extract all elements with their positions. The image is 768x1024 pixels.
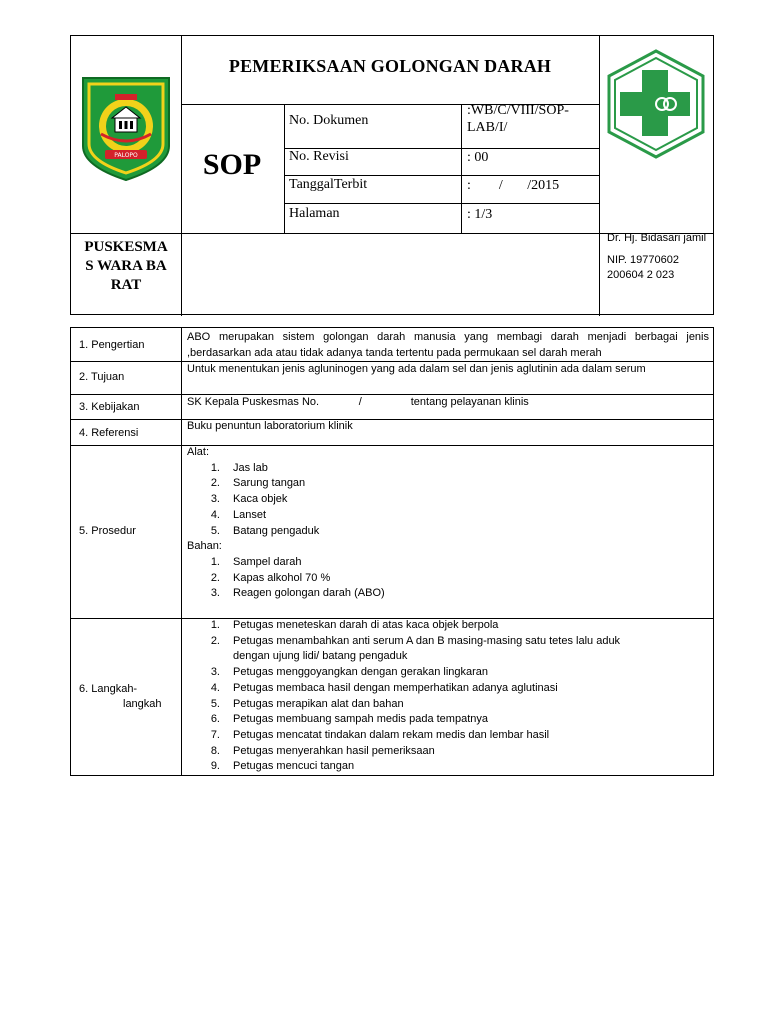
field-label-halaman: Halaman	[289, 206, 340, 221]
field-value-tanggal-terbit: : / /2015	[467, 178, 560, 193]
sop-header	[70, 35, 714, 315]
signatory-block	[607, 231, 713, 283]
list-item-continuation: dengan ujung lidi/ batang pengaduk	[233, 650, 408, 663]
list-item: 7. Petugas mencatat tindakan dalam rekam medis dan lembar hasil	[210, 728, 550, 741]
field-value-no-revisi: : 00	[467, 150, 489, 165]
svg-text:PALOPO: PALOPO	[114, 152, 138, 159]
prosedur-list	[187, 445, 385, 602]
signatory-name: Dr. Hj. Bidasari jamil	[607, 232, 707, 244]
list-item: 3. Kaca objek	[210, 493, 288, 506]
list-item: 9. Petugas mencuci tangan	[210, 760, 355, 773]
list-item: 2. Kapas alkohol 70 %	[210, 571, 331, 584]
section-label-tujuan: 2. Tujuan	[79, 371, 125, 383]
list-item: 3. Reagen golongan darah (ABO)	[210, 587, 385, 600]
list-item: 8. Petugas menyerahkan hasil pemeriksaan	[210, 744, 435, 757]
list-item: 4. Lanset	[210, 508, 267, 521]
langkah-list	[187, 618, 620, 775]
list-item: 1. Jas lab	[210, 461, 268, 474]
section-label-kebijakan: 3. Kebijakan	[79, 401, 140, 413]
palopo-city-emblem-icon	[79, 74, 173, 182]
field-label-no-revisi: No. Revisi	[289, 149, 349, 164]
section-text-pengertian: ABO merupakan sistem golongan darah manusia yang membagi darah menjadi berbagai jenis ,berdasarkan ada atau tidak adanya tanda tertentu pada permukaan sel darah merah	[187, 331, 709, 359]
document-title: PEMERIKSAAN GOLONGAN DARAH	[228, 56, 552, 76]
alat-heading: Alat:	[187, 446, 210, 458]
section-label-pengertian: 1. Pengertian	[79, 339, 145, 351]
list-item: 4. Petugas membaca hasil dengan memperhatikan adanya aglutinasi	[210, 681, 558, 694]
sop-label: SOP	[202, 148, 262, 181]
puskesmas-cross-logo-icon	[604, 48, 708, 160]
field-label-tanggal-terbit: TanggalTerbit	[289, 177, 368, 192]
list-item: 5. Petugas merapikan alat dan bahan	[210, 697, 404, 710]
list-item: 5. Batang pengaduk	[210, 524, 320, 537]
field-value-halaman: : 1/3	[467, 207, 493, 222]
list-item: 1. Sampel darah	[210, 555, 302, 568]
list-item: 2. Petugas menambahkan anti serum A dan B masing-masing satu tetes lalu aduk	[210, 634, 621, 647]
list-item: 2. Sarung tangan	[210, 477, 306, 490]
list-item: 1. Petugas meneteskan darah di atas kaca objek berpola	[210, 619, 499, 631]
section-label-prosedur: 5. Prosedur	[79, 525, 136, 537]
section-label-referensi: 4. Referensi	[79, 427, 139, 439]
field-value-no-dokumen: :WB/C/VIII/SOP-LAB/I/	[467, 103, 569, 135]
list-item: 6. Petugas membuang sampah medis pada tempatnya	[210, 713, 488, 726]
section-label-langkah: 6. Langkah- langkah	[79, 683, 162, 710]
organization-name: PUSKESMAS WARA BARAT	[84, 239, 168, 293]
bahan-heading: Bahan:	[187, 540, 222, 553]
field-label-no-dokumen: No. Dokumen	[289, 113, 369, 128]
section-text-kebijakan: SK Kepala Puskesmas No. / tentang pelayanan klinis	[187, 396, 529, 408]
section-text-referensi: Buku penuntun laboratorium klinik	[187, 420, 353, 432]
list-item: 3. Petugas menggoyangkan dengan gerakan lingkaran	[210, 666, 489, 679]
section-text-tujuan: Untuk menentukan jenis agluninogen yang ada dalam sel dan jenis aglutinin ada dalam serum	[187, 363, 646, 375]
sop-content-table	[70, 327, 714, 776]
signatory-nip: NIP. 19770602 200604 2 023	[607, 254, 679, 281]
